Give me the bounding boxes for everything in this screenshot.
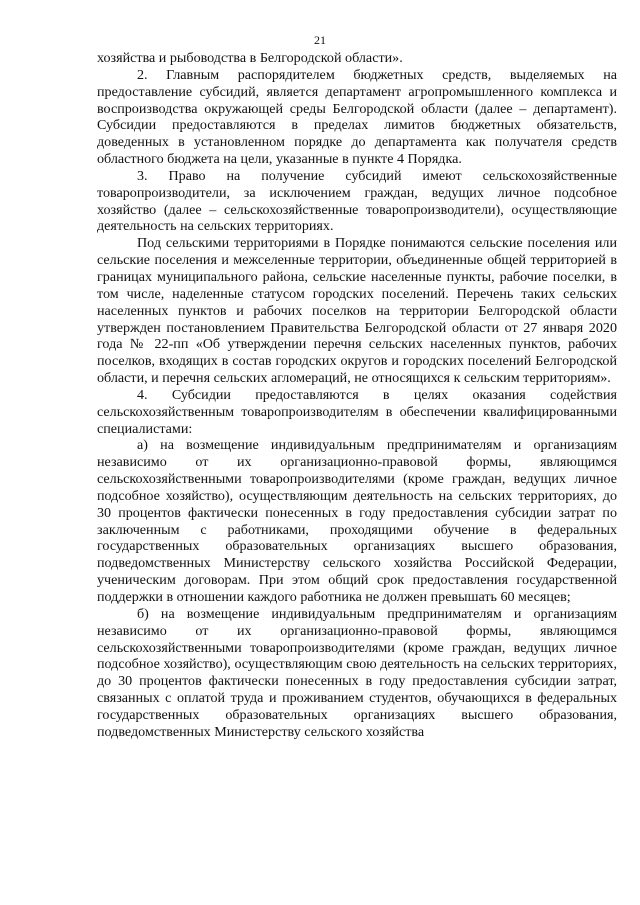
paragraph-rural-territories: Под сельскими территориями в Порядке понимаются сельские поселения или сельские поселения и межселенные территории, объединенные общей территорией в границах муниципального района, сельские населенные пункты, рабочие поселки, в том числе, наделенные статусом городских поселений. Перечень таких сельских населенных пунктов и рабочих поселков на территории Белгородской области утвержден постановлением Правительства Белгородской области от 27 января 2020 года № 22-пп «Об утверждении перечня сельских населенных пунктов, рабочих поселков, входящих в состав городских округов и городских поселений Белгородской области, и перечня сельских агломераций, не относящихся к сельским территориям».	[97, 235, 617, 387]
paragraph-item-4: 4. Субсидии предоставляются в целях оказания содействия сельскохозяйственным товаропроизводителям в обеспечении квалифицированными специалистами:	[97, 386, 617, 437]
paragraph-item-2: 2. Главным распорядителем бюджетных средств, выделяемых на предоставление субсидий, является департамент агропромышленного комплекса и воспроизводства окружающей среды Белгородской области (далее – департамент). Субсидии предоставляются в пределах лимитов бюджетных обязательств, доведенных в установленном порядке до департамента как получателя средств областного бюджета на цели, указанные в пункте 4 Порядка.	[97, 66, 617, 168]
paragraph-item-3: 3. Право на получение субсидий имеют сельскохозяйственные товаропроизводители, за исключением граждан, ведущих личное подсобное хозяйство (далее – сельскохозяйственные товаропроизводители), осуществляющие деятельность на сельских территориях.	[97, 167, 617, 235]
paragraph-subitem-b: б) на возмещение индивидуальным предпринимателям и организациям независимо от их организационно-правовой формы, являющимся сельскохозяйственными товаропроизводителями (кроме граждан, ведущих личное подсобное хозяйство), осуществляющим свою деятельность на сельских территориях, до 30 процентов фактически понесенных в году предоставления субсидии затрат, связанных с оплатой труда и проживанием студентов, обучающихся в федеральных государственных образовательных организациях высшего образования, подведомственных Министерству сельского хозяйства	[97, 605, 617, 740]
page-body	[97, 50, 617, 741]
page-number: 21	[314, 33, 326, 47]
paragraph-continuation: хозяйства и рыбоводства в Белгородской области».	[97, 50, 403, 66]
paragraph-subitem-a: а) на возмещение индивидуальным предпринимателям и организациям независимо от их организационно-правовой формы, являющимся сельскохозяйственными товаропроизводителями (кроме граждан, ведущих личное подсобное хозяйство), осуществляющим деятельность на сельских территориях, до 30 процентов фактически понесенных в году предоставления субсидии затрат по заключенным с работниками, проходящими обучение в федеральных государственных образовательных организациях высшего образования, подведомственных Министерству сельского хозяйства Российской Федерации, ученическим договорам. При этом общий срок предоставления государственной поддержки в отношении каждого работника не должен превышать 60 месяцев;	[97, 437, 617, 605]
